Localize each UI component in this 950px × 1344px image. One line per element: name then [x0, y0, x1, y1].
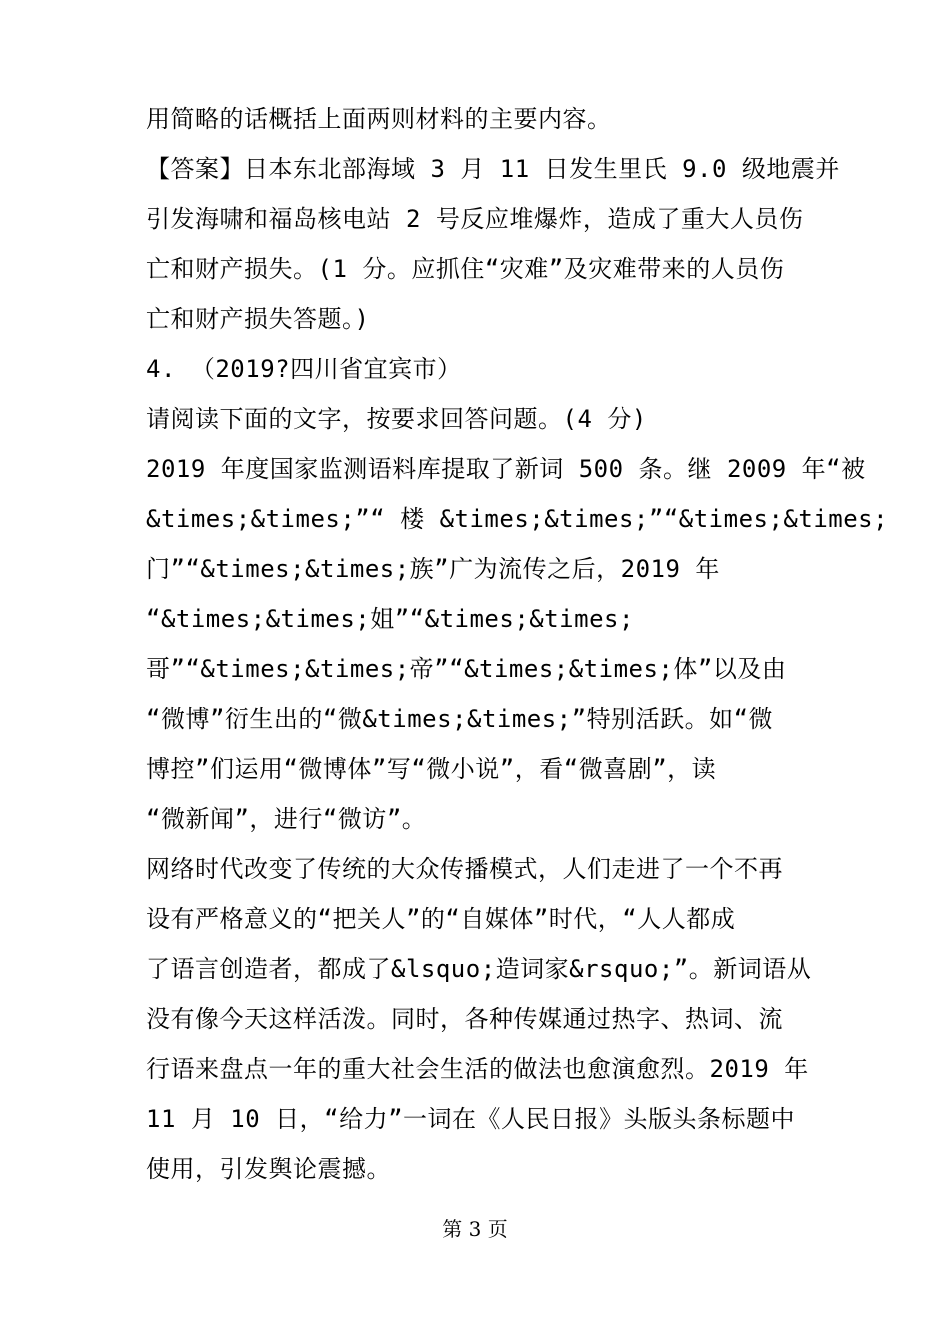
text-line: 了语言创造者，都成了&lsquo;造词家&rsquo;”。新词语从 — [146, 955, 812, 983]
text-line: 11 月 10 日，“给力”一词在《人民日报》头版头条标题中 — [146, 1105, 796, 1133]
text-line: “微新闻”，进行“微访”。 — [146, 805, 427, 833]
text-line: 网络时代改变了传统的大众传播模式，人们走进了一个不再 — [146, 855, 783, 883]
text-line: &times;&times;”“ 楼 &times;&times;”“&times;&times; — [146, 505, 889, 533]
text-line: “微博”衍生出的“微&times;&times;”特别活跃。如“微 — [146, 705, 774, 733]
question-number-line: 4. （2019?四川省宜宾市） — [146, 355, 462, 383]
text-line: 亡和财产损失。(1 分。应抓住“灾难”及灾难带来的人员伤 — [146, 255, 785, 283]
text-line: 亡和财产损失答题。) — [146, 305, 370, 333]
text-line: 没有像今天这样活泼。同时，各种传媒通过热字、热词、流 — [146, 1005, 783, 1033]
text-line: 博控”们运用“微博体”写“微小说”，看“微喜剧”，读 — [146, 755, 717, 783]
text-line: 用简略的话概括上面两则材料的主要内容。 — [146, 105, 612, 133]
text-line: 设有严格意义的“把关人”的“自媒体”时代，“人人都成 — [146, 905, 736, 933]
text-line: “&times;&times;姐”“&times;&times; — [146, 605, 634, 633]
text-line: 2019 年度国家监测语料库提取了新词 500 条。继 2009 年“被 — [146, 455, 866, 483]
text-line: 行语来盘点一年的重大社会生活的做法也愈演愈烈。2019 年 — [146, 1055, 809, 1083]
question-instruction-line: 请阅读下面的文字，按要求回答问题。(4 分) — [146, 405, 647, 433]
answer-line: 【答案】日本东北部海域 3 月 11 日发生里氏 9.0 级地震并 — [146, 155, 840, 183]
page-number: 第 3 页 — [442, 1217, 508, 1241]
text-line: 哥”“&times;&times;帝”“&times;&times;体”以及由 — [146, 655, 787, 683]
document-body — [146, 94, 889, 1194]
text-line: 门”“&times;&times;族”广为流传之后，2019 年 — [146, 555, 720, 583]
text-line: 使用，引发舆论震撼。 — [146, 1155, 391, 1183]
text-line: 引发海啸和福岛核电站 2 号反应堆爆炸，造成了重大人员伤 — [146, 205, 804, 233]
